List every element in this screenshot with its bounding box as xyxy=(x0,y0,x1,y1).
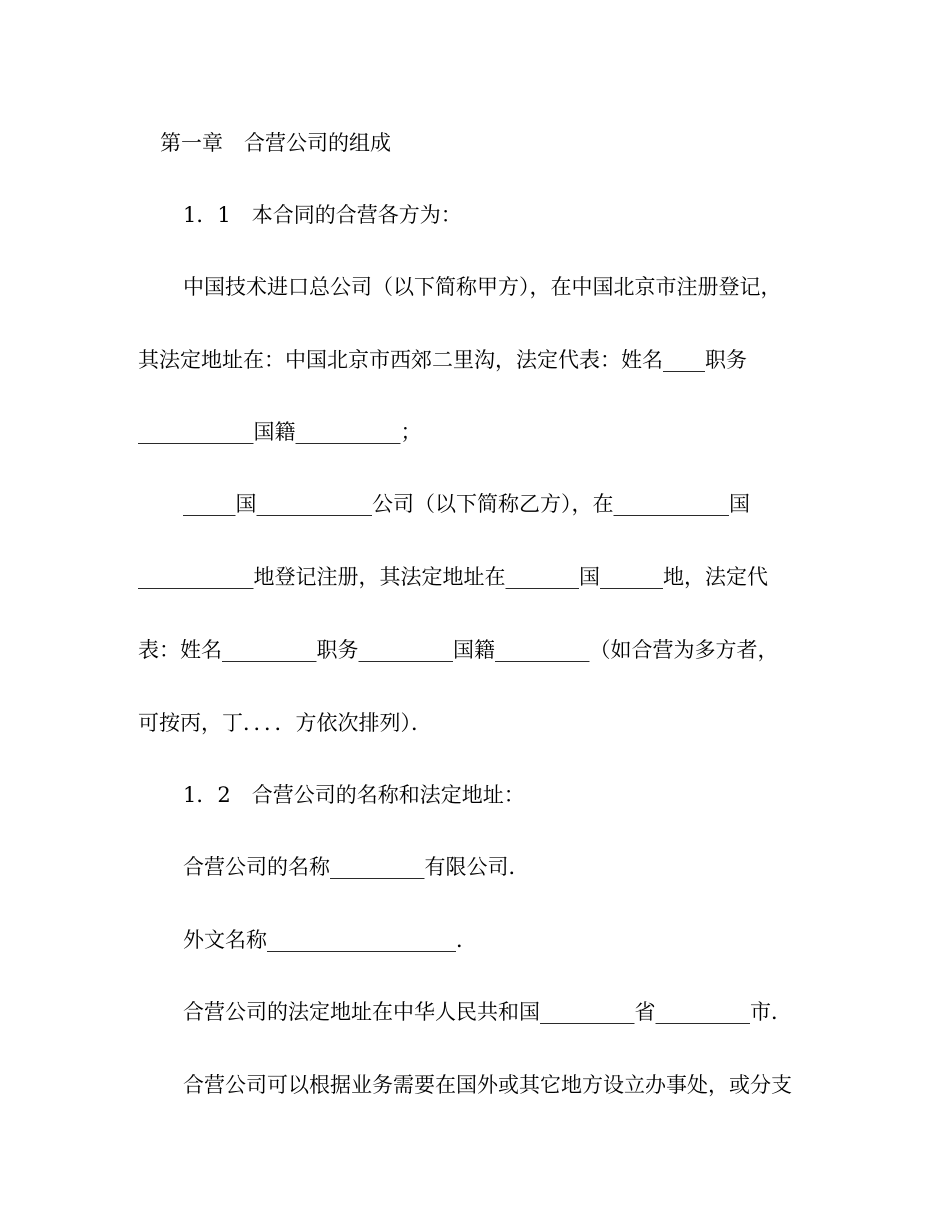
chapter-heading: 第一章 合营公司的组成 xyxy=(160,131,391,155)
company-name-line: 合营公司的名称_________有限公司． xyxy=(183,855,530,879)
party-b-paragraph-line: ___________地登记注册，其法定地址在_______国______地，法定代 xyxy=(138,565,768,589)
legal-address-line: 合营公司的法定地址在中华人民共和国_________省_________市． xyxy=(183,1000,792,1024)
foreign-name-line: 外文名称__________________． xyxy=(183,928,477,952)
party-a-paragraph-line: 其法定地址在：中国北京市西郊二里沟，法定代表：姓名____职务 xyxy=(138,348,747,372)
party-a-paragraph-line: 中国技术进口总公司（以下简称甲方），在中国北京市注册登记， xyxy=(183,275,782,299)
party-b-paragraph-line: 可按丙，丁．．．．方依次排列）． xyxy=(138,711,432,735)
party-b-paragraph-line: _____国___________公司（以下简称乙方），在___________国 xyxy=(183,492,750,516)
party-b-paragraph-line: 表：姓名_________职务_________国籍_________（如合营为多方者， xyxy=(138,638,779,662)
branch-office-line: 合营公司可以根据业务需要在国外或其它地方设立办事处，或分支 xyxy=(183,1073,792,1097)
section-1-1-heading: 1．1 本合同的合营各方为： xyxy=(183,203,462,227)
party-a-paragraph-line: ___________国籍__________； xyxy=(138,420,422,444)
section-1-2-heading: 1．2 合营公司的名称和法定地址： xyxy=(183,783,525,807)
